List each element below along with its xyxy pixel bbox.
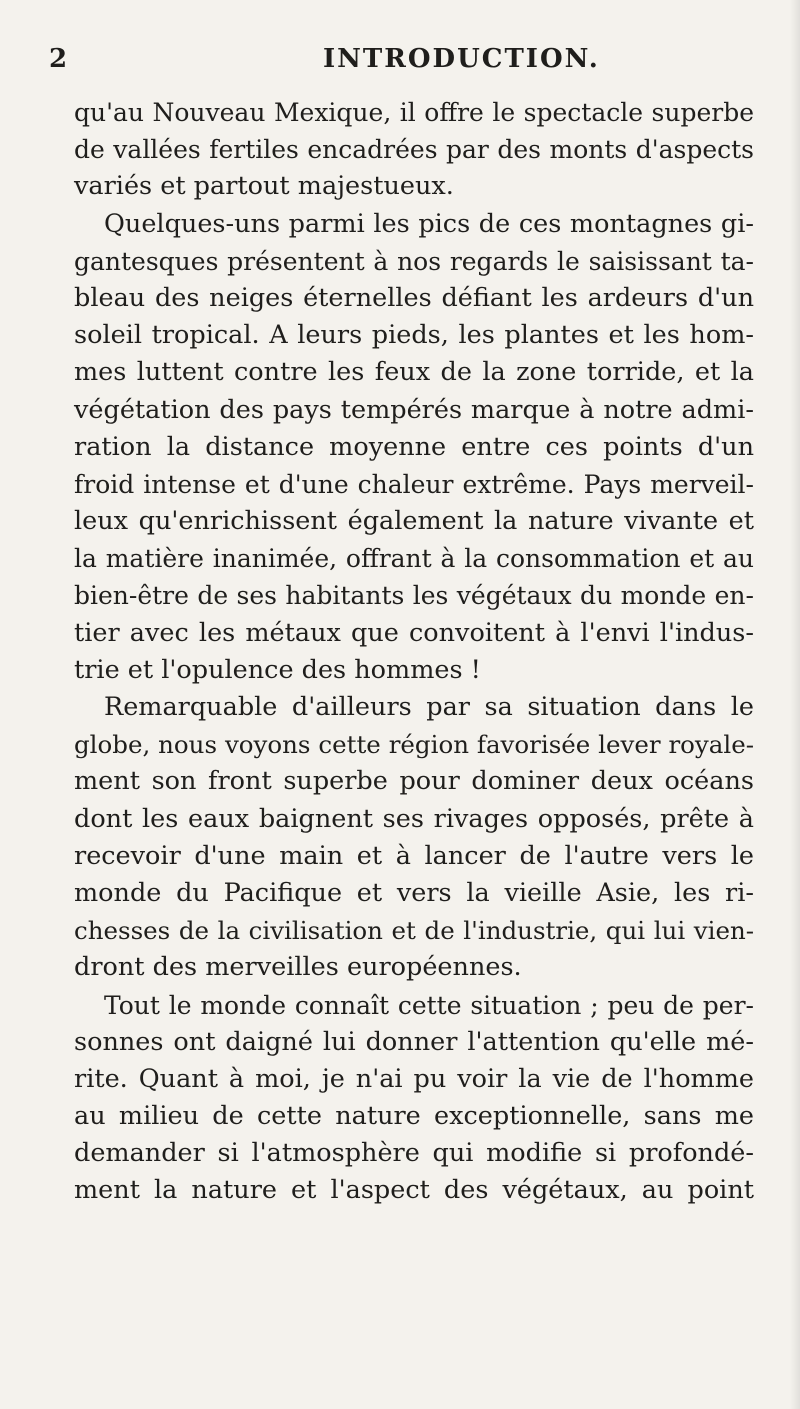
- text-line: sonnes ont daigné lui donner l'attention qu'elle mé-: [74, 1026, 754, 1057]
- text-line: tier avec les métaux que convoitent à l'envi l'indus-: [74, 617, 754, 648]
- running-head-title: INTRODUCTION.: [323, 44, 600, 74]
- text-line: Tout le monde connaît cette situation ; peu de per-: [104, 990, 754, 1020]
- page-number: 2: [49, 44, 69, 74]
- text-line: ment son front superbe pour dominer deux océans: [74, 766, 754, 797]
- text-line: la matière inanimée, offrant à la consommation et au: [74, 544, 754, 574]
- text-line: rite. Quant à moi, je n'ai pu voir la vie de l'homme: [74, 1063, 754, 1094]
- text-line: de vallées fertiles encadrées par des monts d'aspects: [74, 135, 754, 165]
- text-line: soleil tropical. A leurs pieds, les plantes et les hom-: [74, 320, 754, 351]
- text-line: gantesques présentent à nos regards le saisissant ta-: [74, 246, 754, 276]
- text-line: végétation des pays tempérés marque à notre admi-: [74, 394, 754, 425]
- text-line: recevoir d'une main et à lancer de l'autre vers le: [74, 840, 754, 871]
- text-line: au milieu de cette nature exceptionnelle, sans me: [74, 1101, 754, 1132]
- text-line: globe, nous voyons cette région favorisée lever royale-: [74, 730, 754, 760]
- text-line: Quelques-uns parmi les pics de ces montagnes gi-: [104, 208, 754, 239]
- text-line: Remarquable d'ailleurs par sa situation dans le: [104, 692, 754, 722]
- text-line: ration la distance moyenne entre ces points d'un: [74, 431, 754, 462]
- text-line: qu'au Nouveau Mexique, il offre le spectacle superbe: [74, 98, 754, 127]
- text-line: froid intense et d'une chaleur extrême. Pays merveil-: [74, 469, 754, 499]
- text-line: leux qu'enrichissent également la nature vivante et: [74, 506, 754, 537]
- text-line: trie et l'opulence des hommes !: [74, 654, 481, 685]
- text-line: demander si l'atmosphère qui modifie si profondé-: [74, 1138, 754, 1169]
- page-edge-shadow: [790, 0, 800, 1409]
- text-line: chesses de la civilisation et de l'industrie, qui lui vien-: [74, 916, 754, 946]
- text-line: dont les eaux baignent ses rivages opposés, prête à: [74, 803, 754, 834]
- text-line: ment la nature et l'aspect des végétaux, au point: [74, 1175, 754, 1206]
- text-line: mes luttent contre les feux de la zone torride, et la: [74, 357, 754, 388]
- text-line: bleau des neiges éternelles défiant les ardeurs d'un: [74, 282, 754, 313]
- text-line: monde du Pacifique et vers la vieille Asie, les ri-: [74, 877, 754, 908]
- running-head: [0, 44, 800, 84]
- text-line: variés et partout majestueux.: [74, 171, 454, 202]
- text-line: bien-être de ses habitants les végétaux du monde en-: [74, 581, 754, 611]
- body-text: [74, 94, 754, 1210]
- text-line: dront des merveilles européennes.: [74, 952, 522, 983]
